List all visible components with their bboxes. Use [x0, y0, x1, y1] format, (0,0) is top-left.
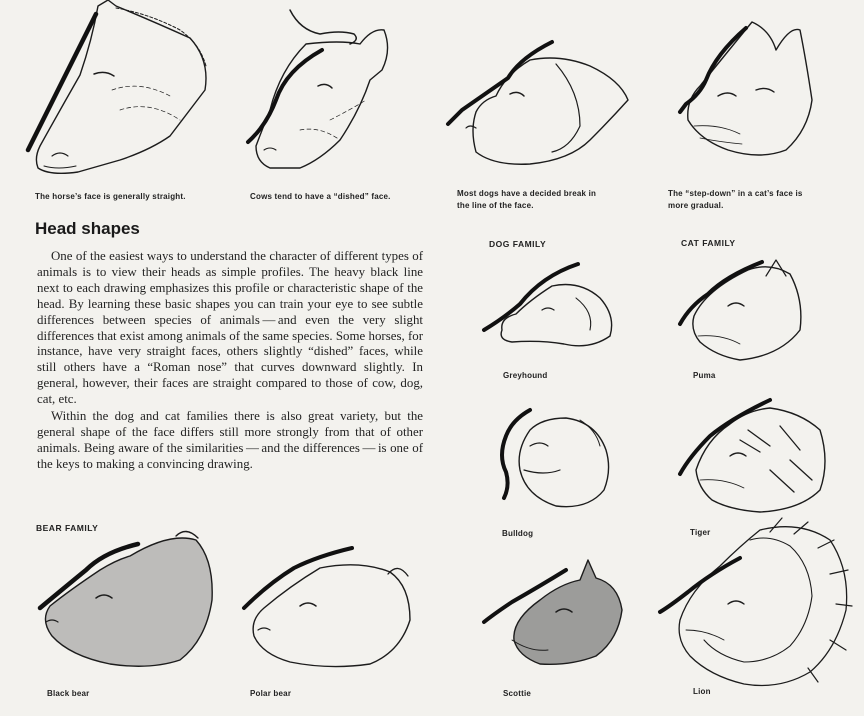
scottie-drawing: [512, 560, 622, 664]
tiger-drawing: [696, 408, 825, 512]
puma-drawing: [693, 260, 801, 360]
body-text: [37, 249, 423, 473]
page-title: Head shapes: [35, 219, 140, 238]
cow-caption: Cows tend to have a “dished” face.: [250, 192, 391, 201]
bear-family-heading: BEAR FAMILY: [36, 523, 99, 533]
dog-family-heading: DOG FAMILY: [489, 239, 547, 249]
puma-caption: Puma: [693, 371, 716, 380]
tiger-caption: Tiger: [690, 528, 711, 537]
dog-drawing: [466, 58, 628, 164]
cat-family-heading: CAT FAMILY: [681, 238, 736, 248]
horse-caption: The horse’s face is generally straight.: [35, 192, 186, 201]
greyhound-drawing: [501, 285, 612, 346]
cow-profile-line: [248, 50, 322, 142]
cat-drawing: [688, 22, 812, 155]
greyhound-profile-line: [484, 264, 578, 330]
bulldog-caption: Bulldog: [502, 529, 534, 538]
bulldog-drawing: [519, 418, 608, 507]
puma-profile-line: [680, 262, 762, 324]
paragraph-1: One of the easiest ways to understand the character of different types of animals is to view their heads as simple profiles. The heavy black line next to each drawing emphasizes this profile or characteristic shape of the head. By learning these basic shapes you can train your eye to see subtle differences between species of animals — and even the very slight differences that exist among animals of the same species. Some horses, for instance, have very straight faces, others slightly “dished” faces, while still others have a “Roman nose” that curves downward slightly. In general, however, their faces are straight compared to those of cow, dog, cat, etc.: [37, 249, 423, 407]
dog-caption-line-1: Most dogs have a decided break in: [457, 189, 597, 198]
dog-profile-line: [448, 42, 552, 124]
cat-caption-line-1: The “step-down” in a cat’s face is: [668, 189, 803, 198]
polar-bear-profile-line: [244, 548, 352, 608]
scottie-caption: Scottie: [503, 689, 532, 698]
cat-caption-line-2: more gradual.: [668, 201, 724, 210]
dog-caption-line-2: the line of the face.: [457, 201, 534, 210]
lion-caption: Lion: [693, 687, 711, 696]
polar-bear-caption: Polar bear: [250, 689, 292, 698]
black-bear-caption: Black bear: [47, 689, 90, 698]
paragraph-2: Within the dog and cat families there is also great variety, but the general shape of the face differs still more strongly from that of other animals. Being aware of the similarities — and the differences — is one of the keys to making a convincing drawing.: [37, 409, 423, 471]
greyhound-caption: Greyhound: [503, 371, 548, 380]
black-bear-drawing: [45, 531, 212, 666]
cow-drawing: [256, 10, 388, 168]
lion-drawing: [679, 518, 852, 686]
horse-profile-line: [28, 14, 96, 150]
